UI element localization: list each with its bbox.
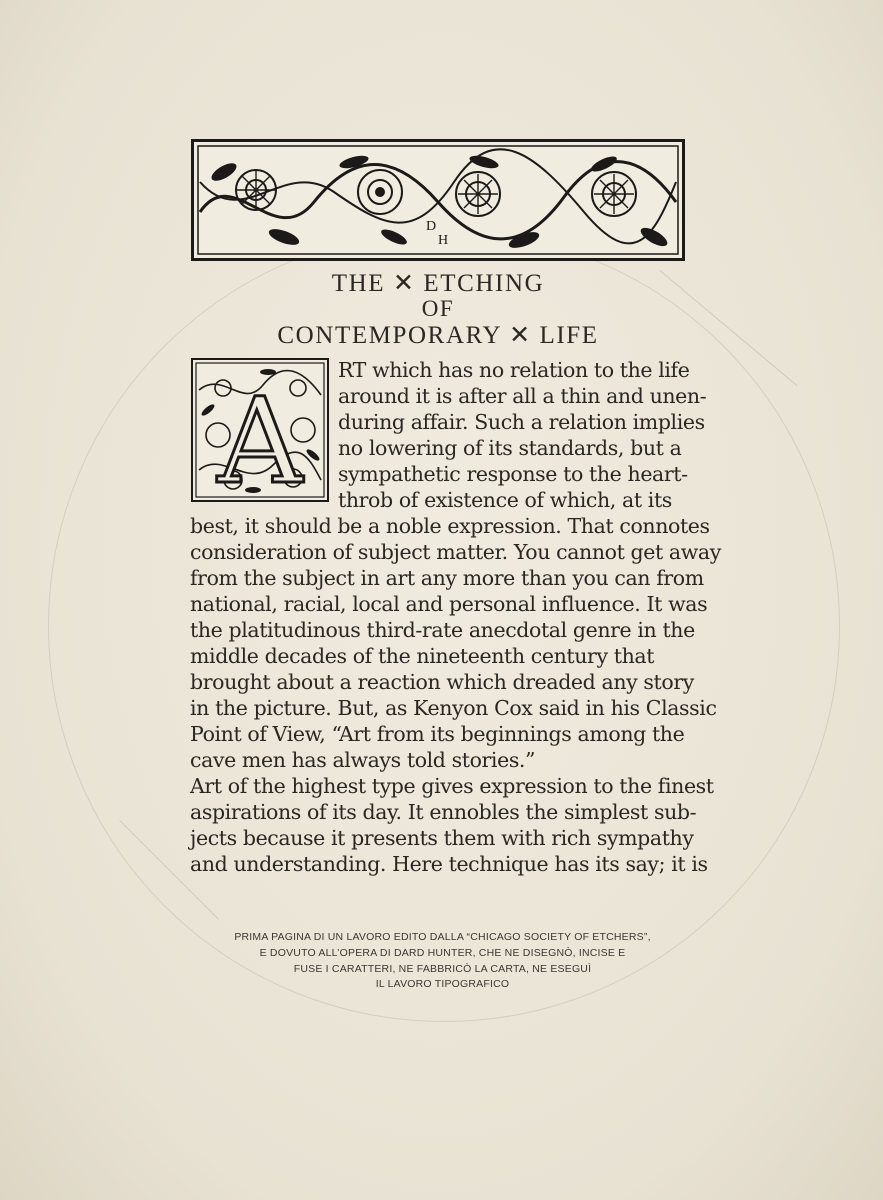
initial-ornament-graphic — [193, 360, 327, 500]
body-line-7: best, it should be a noble expression. That connotes — [190, 514, 710, 538]
floral-header-ornament — [191, 139, 685, 261]
caption-line-4: IL LAVORO TIPOGRAFICO — [375, 978, 510, 990]
body-line-8: consideration of subject matter. You cannot get away — [190, 540, 721, 564]
initial-letter: A — [217, 372, 303, 500]
body-line-5: sympathetic response to the heart- — [338, 462, 688, 486]
monogram-bottom: H — [438, 233, 449, 248]
body-line-11: the platitudinous third-rate anecdotal genre in the — [190, 618, 695, 642]
body-line-9: from the subject in art any more than you can from — [190, 566, 704, 590]
title-line-3: CONTEMPORARY ✕ LIFE — [277, 322, 599, 349]
monogram-top: D — [426, 219, 437, 234]
floral-ornament-graphic — [194, 142, 682, 258]
body-line-16: cave men has always told stories.” — [190, 748, 536, 772]
title-line-2: OF — [421, 296, 455, 321]
body-line-2: around it is after all a thin and unen- — [338, 384, 707, 408]
body-line-10: national, racial, local and personal influence. It was — [190, 592, 708, 616]
caption-line-1: PRIMA PAGINA DI UN LAVORO EDITO DALLA “CHICAGO SOCIETY OF ETCHERS”, — [234, 931, 651, 943]
body-line-14: in the picture. But, as Kenyon Cox said in his Classic — [190, 696, 717, 720]
body-line-12: middle decades of the nineteenth century that — [190, 644, 655, 668]
body-line-1: RT which has no relation to the life — [338, 358, 690, 382]
body-line-13: brought about a reaction which dreaded any story — [190, 670, 694, 694]
caption-line-3: FUSE I CARATTERI, NE FABBRICÒ LA CARTA, NE ESEGUÌ — [293, 963, 592, 975]
body-line-19: jects because it presents them with rich sympathy — [190, 826, 694, 850]
body-line-3: during affair. Such a relation implies — [338, 410, 705, 434]
body-line-4: no lowering of its standards, but a — [338, 436, 682, 460]
body-line-17: Art of the highest type gives expression to the finest — [190, 774, 714, 798]
title-line-1: THE ✕ ETCHING — [331, 270, 545, 297]
body-line-20: and understanding. Here technique has its say; it is — [190, 852, 708, 876]
body-line-18: aspirations of its day. It ennobles the simplest sub- — [190, 800, 697, 824]
body-line-6: throb of existence of which, at its — [338, 488, 672, 512]
decorated-initial — [191, 358, 329, 502]
caption-line-2: E DOVUTO ALL’OPERA DI DARD HUNTER, CHE NE DISEGNÒ, INCISE E — [259, 947, 626, 959]
body-line-15: Point of View, “Art from its beginnings among the — [190, 722, 685, 746]
